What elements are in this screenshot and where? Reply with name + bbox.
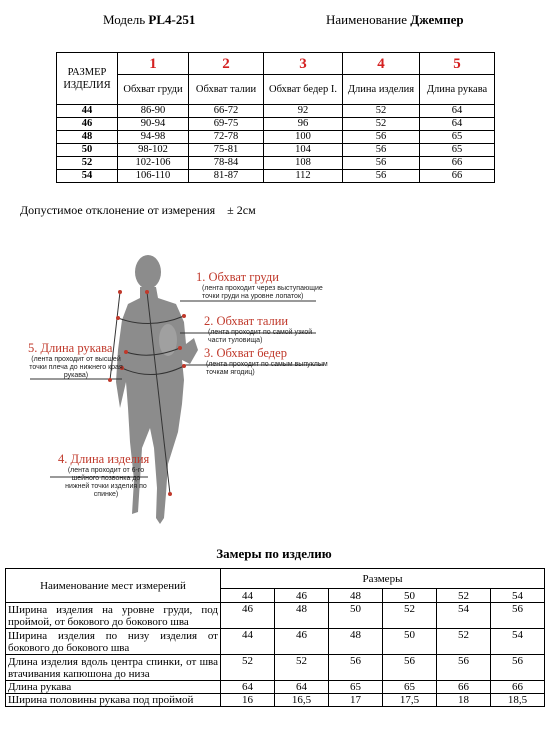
table-row bbox=[6, 603, 545, 629]
name-header-cell bbox=[6, 569, 221, 603]
product-table-title: Замеры по изделию bbox=[216, 546, 332, 561]
row-name: Ширина половины рукава под проймой bbox=[6, 694, 221, 707]
size-cell: 50 bbox=[57, 144, 118, 157]
value-cell: 65 bbox=[329, 681, 383, 694]
size-cell: 52 bbox=[57, 157, 118, 170]
row-name: Ширина изделия на уровне груди, под проймой, от бокового до бокового шва bbox=[6, 603, 221, 629]
value-cell: 48 bbox=[275, 603, 329, 629]
product-measurements-table bbox=[5, 568, 545, 707]
value-cell: 50 bbox=[383, 629, 437, 655]
col-label: Обхват груди bbox=[118, 75, 189, 105]
annotation-title: 4. Длина изделия bbox=[58, 452, 150, 466]
value-cell: 56 bbox=[343, 144, 420, 157]
col-label: Обхват талии bbox=[189, 75, 264, 105]
name-value: Джемпер bbox=[410, 12, 464, 27]
annotation-hips bbox=[204, 346, 330, 377]
table-row bbox=[6, 694, 545, 707]
col-label: Длина рукава bbox=[420, 75, 495, 105]
value-cell: 56 bbox=[491, 655, 545, 681]
size-col: 44 bbox=[221, 589, 275, 603]
value-cell: 112 bbox=[264, 170, 343, 183]
value-cell: 18 bbox=[437, 694, 491, 707]
value-cell: 66 bbox=[420, 170, 495, 183]
value-cell: 94-98 bbox=[118, 131, 189, 144]
annotation-note: (лента проходит от 6-го шейного позвонка до нижней точки изделия по спинке) bbox=[65, 467, 147, 498]
value-cell: 108 bbox=[264, 157, 343, 170]
name-label: Наименование bbox=[326, 12, 407, 27]
value-cell: 54 bbox=[491, 629, 545, 655]
annotation-waist bbox=[204, 314, 324, 345]
table-row bbox=[57, 157, 495, 170]
value-cell: 54 bbox=[437, 603, 491, 629]
model-value: PL4-251 bbox=[148, 12, 196, 27]
value-cell: 64 bbox=[275, 681, 329, 694]
size-col: 54 bbox=[491, 589, 545, 603]
value-cell: 64 bbox=[221, 681, 275, 694]
value-cell: 56 bbox=[329, 655, 383, 681]
value-cell: 98-102 bbox=[118, 144, 189, 157]
value-cell: 52 bbox=[275, 655, 329, 681]
value-cell: 75-81 bbox=[189, 144, 264, 157]
annotation-sleeve bbox=[28, 341, 124, 380]
annotation-note: (лента проходит по самым выпуклым точкам ягодиц) bbox=[206, 361, 328, 376]
col-num: 1 bbox=[118, 53, 189, 75]
value-cell: 44 bbox=[221, 629, 275, 655]
size-cell: 54 bbox=[57, 170, 118, 183]
value-cell: 78-84 bbox=[189, 157, 264, 170]
value-cell: 16,5 bbox=[275, 694, 329, 707]
value-cell: 90-94 bbox=[118, 118, 189, 131]
annotation-chest bbox=[196, 270, 326, 301]
model-header bbox=[103, 12, 195, 28]
value-cell: 69-75 bbox=[189, 118, 264, 131]
col-num: 4 bbox=[343, 53, 420, 75]
model-label: Модель bbox=[103, 12, 146, 27]
value-cell: 50 bbox=[329, 603, 383, 629]
value-cell: 104 bbox=[264, 144, 343, 157]
value-cell: 16 bbox=[221, 694, 275, 707]
annotation-title: 2. Обхват талии bbox=[204, 314, 289, 328]
value-cell: 86-90 bbox=[118, 105, 189, 118]
product-name-header bbox=[326, 12, 464, 28]
table-row bbox=[57, 118, 495, 131]
value-cell: 72-78 bbox=[189, 131, 264, 144]
value-cell: 92 bbox=[264, 105, 343, 118]
annotation-title: 1. Обхват груди bbox=[196, 270, 279, 284]
value-cell: 56 bbox=[437, 655, 491, 681]
value-cell: 81-87 bbox=[189, 170, 264, 183]
size-col: 48 bbox=[329, 589, 383, 603]
table-row bbox=[6, 681, 545, 694]
table-row bbox=[6, 655, 545, 681]
value-cell: 17,5 bbox=[383, 694, 437, 707]
name-header: Наименование мест измерений bbox=[40, 579, 186, 592]
value-cell: 65 bbox=[383, 681, 437, 694]
col-num: 5 bbox=[420, 53, 495, 75]
row-name: Длина изделия вдоль центра спинки, от шва втачивания капюшона до низа bbox=[6, 655, 221, 681]
size-cell: 44 bbox=[57, 105, 118, 118]
table-row bbox=[57, 131, 495, 144]
value-cell: 56 bbox=[343, 170, 420, 183]
size-header-cell bbox=[57, 53, 118, 105]
size-header: РАЗМЕР ИЗДЕЛИЯ bbox=[63, 66, 111, 91]
annotation-length bbox=[60, 452, 152, 499]
value-cell: 56 bbox=[343, 131, 420, 144]
sizes-header: Размеры bbox=[221, 569, 545, 589]
size-cell: 48 bbox=[57, 131, 118, 144]
tolerance-text: Допустимое отклонение от измерения ± 2см bbox=[20, 203, 256, 217]
col-num: 2 bbox=[189, 53, 264, 75]
value-cell: 52 bbox=[221, 655, 275, 681]
value-cell: 52 bbox=[383, 603, 437, 629]
col-label: Длина изделия bbox=[343, 75, 420, 105]
value-cell: 52 bbox=[343, 118, 420, 131]
value-cell: 56 bbox=[491, 603, 545, 629]
size-cell: 46 bbox=[57, 118, 118, 131]
annotation-note: (лента проходит через выступающие точки груди на уровне лопаток) bbox=[202, 285, 323, 300]
row-name: Ширина изделия по низу изделия от бокового до бокового шва bbox=[6, 629, 221, 655]
value-cell: 66 bbox=[491, 681, 545, 694]
size-chart-table bbox=[56, 52, 495, 183]
value-cell: 66 bbox=[437, 681, 491, 694]
size-col: 46 bbox=[275, 589, 329, 603]
value-cell: 102-106 bbox=[118, 157, 189, 170]
annotation-title: 5. Длина рукава bbox=[28, 341, 113, 355]
value-cell: 56 bbox=[343, 157, 420, 170]
value-cell: 52 bbox=[343, 105, 420, 118]
value-cell: 48 bbox=[329, 629, 383, 655]
value-cell: 56 bbox=[383, 655, 437, 681]
value-cell: 66-72 bbox=[189, 105, 264, 118]
col-num: 3 bbox=[264, 53, 343, 75]
table-row bbox=[57, 144, 495, 157]
value-cell: 66 bbox=[420, 157, 495, 170]
col-label: Обхват бедер I. bbox=[264, 75, 343, 105]
annotation-title: 3. Обхват бедер bbox=[204, 346, 287, 360]
annotation-note: (лента проходит от высшей точки плеча до нижнего края рукава) bbox=[29, 356, 123, 379]
value-cell: 64 bbox=[420, 105, 495, 118]
value-cell: 65 bbox=[420, 144, 495, 157]
annotation-note: (лента проходит по самой узкой части туловища) bbox=[208, 329, 313, 344]
value-cell: 18,5 bbox=[491, 694, 545, 707]
value-cell: 46 bbox=[275, 629, 329, 655]
table-row bbox=[57, 170, 495, 183]
size-col: 52 bbox=[437, 589, 491, 603]
value-cell: 17 bbox=[329, 694, 383, 707]
value-cell: 106-110 bbox=[118, 170, 189, 183]
table-row bbox=[57, 105, 495, 118]
value-cell: 46 bbox=[221, 603, 275, 629]
value-cell: 96 bbox=[264, 118, 343, 131]
table-row bbox=[6, 629, 545, 655]
value-cell: 65 bbox=[420, 131, 495, 144]
row-name: Длина рукава bbox=[6, 681, 221, 694]
size-col: 50 bbox=[383, 589, 437, 603]
value-cell: 100 bbox=[264, 131, 343, 144]
value-cell: 64 bbox=[420, 118, 495, 131]
value-cell: 52 bbox=[437, 629, 491, 655]
